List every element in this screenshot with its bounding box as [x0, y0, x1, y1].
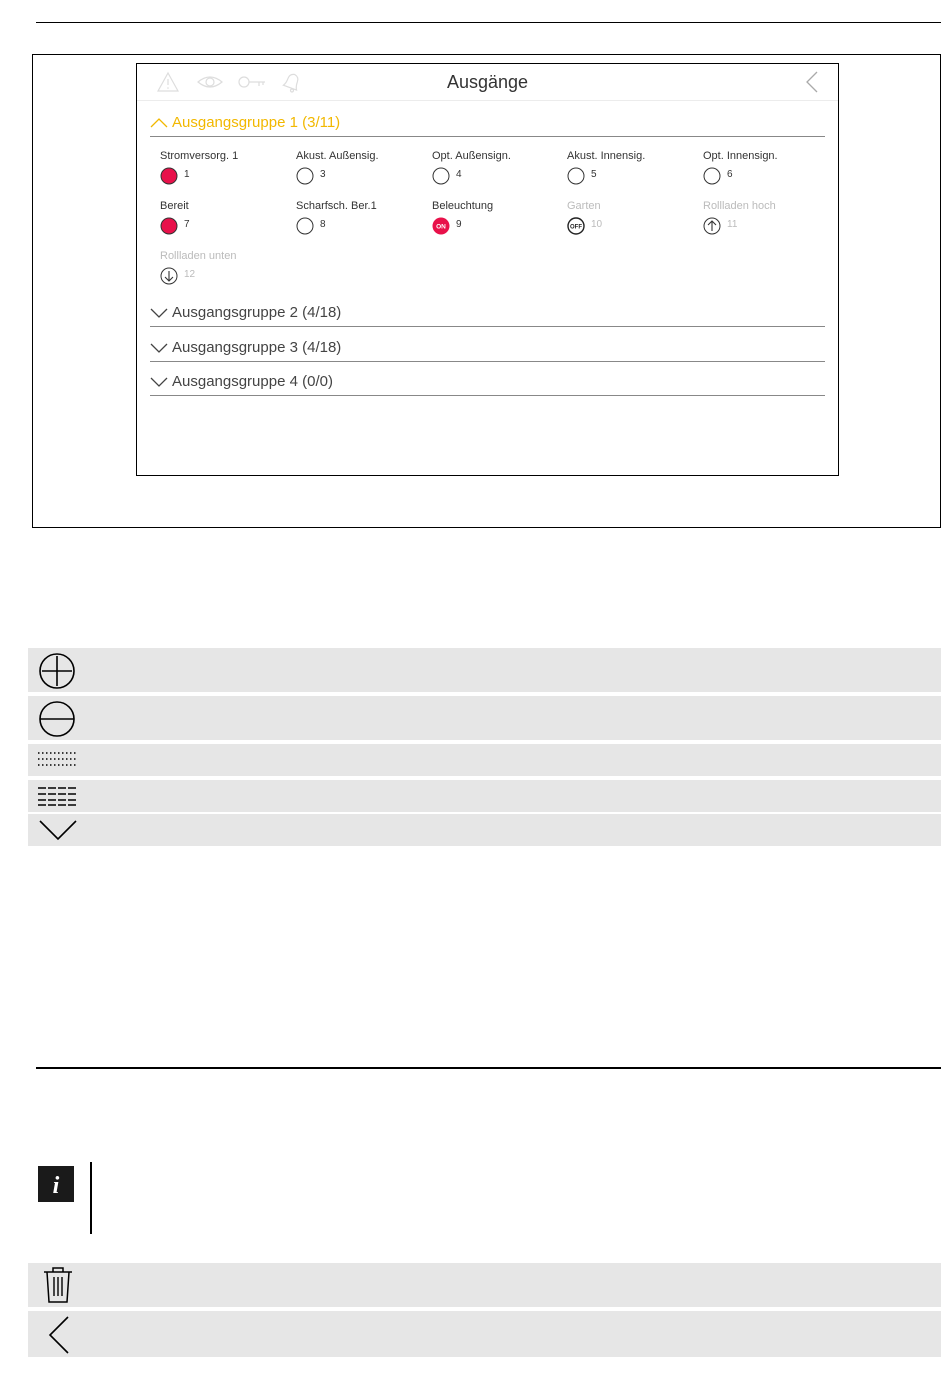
top-bar [137, 64, 838, 101]
legend-row-plus [28, 648, 941, 692]
group-3-header[interactable] [150, 337, 825, 362]
output-item-9[interactable] [432, 200, 562, 240]
chevron-down-icon [150, 343, 168, 353]
output-name: Akust. Außensig. [296, 150, 379, 162]
output-item-7[interactable] [160, 200, 290, 240]
chevron-down-icon [150, 377, 168, 387]
back-icon[interactable] [804, 70, 820, 94]
chevron-left-icon [44, 1315, 72, 1355]
output-number: 8 [320, 219, 326, 230]
inactive-indicator-icon [296, 167, 314, 185]
inactive-indicator-icon [567, 167, 585, 185]
device-screen [136, 63, 839, 476]
top-rule [36, 22, 941, 23]
output-item-11[interactable] [703, 200, 833, 240]
chevron-up-icon [150, 118, 168, 128]
output-name: Garten [567, 200, 601, 212]
group-1-header[interactable] [150, 112, 825, 137]
output-name: Beleuchtung [432, 200, 494, 212]
output-item-1[interactable] [160, 150, 290, 190]
active-indicator-icon [160, 167, 178, 185]
output-item-12[interactable] [160, 250, 290, 290]
inactive-indicator-icon [703, 167, 721, 185]
output-number: 7 [184, 219, 190, 230]
group-4-label: Ausgangsgruppe 4 (0/0) [172, 373, 333, 390]
output-item-10[interactable] [567, 200, 697, 240]
page-title: Ausgänge [446, 72, 529, 92]
inactive-indicator-icon [432, 167, 450, 185]
output-number: 12 [184, 269, 196, 280]
output-item-3[interactable] [296, 150, 426, 190]
on-badge-text: ON [436, 223, 446, 231]
output-item-8[interactable] [296, 200, 426, 240]
dotted-grid-icon [38, 750, 78, 770]
section-rule [36, 1067, 941, 1069]
output-name: Opt. Außensign. [432, 150, 511, 162]
legend-row-minus [28, 696, 941, 740]
dashed-lines-icon [38, 785, 78, 807]
chevron-down-icon [38, 818, 78, 842]
output-number: 5 [591, 169, 597, 180]
legend-row-dotted [28, 744, 941, 776]
arrow-up-icon [703, 217, 721, 235]
legend-row-back [28, 1311, 941, 1357]
output-number: 11 [727, 219, 738, 230]
group-2-label: Ausgangsgruppe 2 (4/18) [172, 304, 342, 321]
output-name: Stromversorg. 1 [160, 150, 239, 162]
output-number: 6 [727, 169, 733, 180]
group-4-header[interactable] [150, 371, 825, 396]
trash-icon [42, 1266, 74, 1304]
info-icon [38, 1166, 74, 1202]
minus-circle-icon [38, 700, 76, 738]
group-3-label: Ausgangsgruppe 3 (4/18) [172, 339, 342, 356]
info-bar [90, 1162, 92, 1234]
output-name: Scharfsch. Ber.1 [296, 200, 377, 212]
output-number: 9 [456, 219, 462, 230]
arrow-down-icon [160, 267, 178, 285]
legend-row-chevron [28, 814, 941, 846]
group-2-header[interactable] [150, 302, 825, 327]
off-badge-icon [567, 217, 585, 235]
plus-circle-icon [38, 652, 76, 690]
group-1-label: Ausgangsgruppe 1 (3/11) [172, 114, 341, 131]
active-indicator-icon [160, 217, 178, 235]
output-item-5[interactable] [567, 150, 697, 190]
legend-row-dashed [28, 780, 941, 812]
output-name: Bereit [160, 200, 189, 212]
output-item-6[interactable] [703, 150, 833, 190]
output-number: 3 [320, 169, 326, 180]
legend-row-trash [28, 1263, 941, 1307]
info-glyph: i [52, 1173, 60, 1199]
output-name: Opt. Innensign. [703, 150, 778, 162]
chevron-down-icon [150, 308, 168, 318]
output-name: Rollladen hoch [703, 200, 776, 212]
output-number: 1 [184, 169, 190, 180]
inactive-indicator-icon [296, 217, 314, 235]
output-number: 4 [456, 169, 462, 180]
output-item-4[interactable] [432, 150, 562, 190]
output-name: Rollladen unten [160, 250, 237, 262]
off-badge-text: OFF [570, 224, 582, 231]
output-number: 10 [591, 219, 603, 230]
on-badge-icon [432, 217, 450, 235]
output-name: Akust. Innensig. [567, 150, 646, 162]
